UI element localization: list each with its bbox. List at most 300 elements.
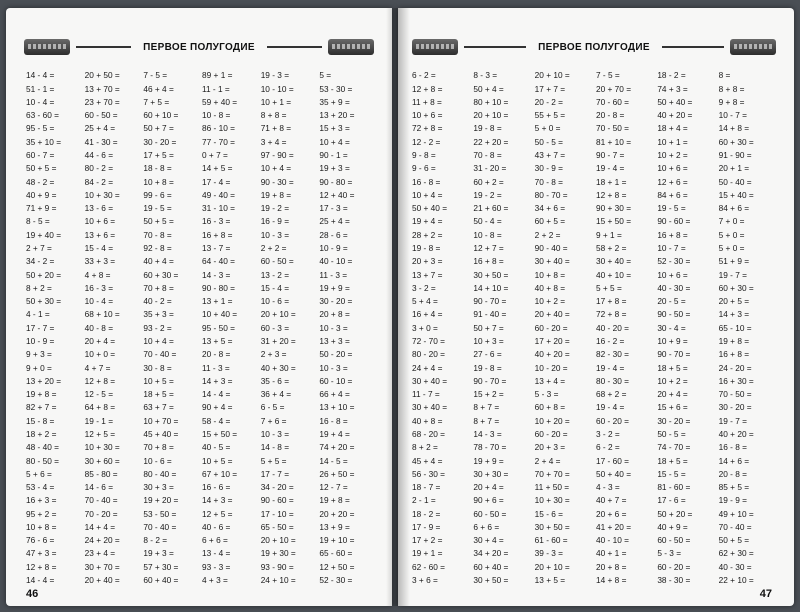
math-problem: 16 - 8 =: [412, 176, 441, 187]
math-problem: 40 + 10 =: [595, 269, 632, 280]
math-problem: 60 - 10 =: [319, 375, 353, 386]
math-problem: 15 + 6 =: [657, 402, 688, 413]
math-problem: 20 + 50 =: [84, 70, 120, 81]
math-problem: 90 + 4 =: [202, 402, 233, 413]
math-problem: 60 + 10 =: [143, 110, 179, 121]
exercise-column: [473, 70, 534, 586]
math-problem: 50 - 5 =: [534, 136, 564, 147]
math-problem: 5 + 0 =: [718, 243, 745, 253]
math-problem: 12 - 2 =: [412, 136, 441, 147]
math-problem: 30 + 60 =: [84, 455, 120, 466]
math-problem: 30 + 50 =: [473, 269, 509, 280]
math-problem: 50 + 7 =: [143, 123, 174, 134]
math-problem: 16 + 8 =: [657, 229, 688, 240]
right-page-header: [412, 36, 776, 58]
math-problem: 93 - 3 =: [202, 561, 231, 572]
math-problem: 20 - 8 =: [202, 349, 231, 360]
math-problem: 24 + 4 =: [412, 362, 443, 373]
math-problem: 0 + 7 =: [202, 150, 228, 161]
math-problem: 30 - 20 =: [319, 296, 353, 307]
math-problem: 19 + 3 =: [319, 163, 350, 174]
exercise-column: [719, 70, 780, 586]
math-problem: 20 + 6 =: [595, 508, 627, 519]
math-problem: 18 - 2 =: [412, 508, 441, 519]
math-problem: 40 - 30 =: [657, 282, 691, 293]
math-problem: 19 + 8 =: [319, 495, 350, 506]
math-problem: 30 + 4 =: [473, 535, 504, 546]
header-rule: [464, 46, 526, 48]
math-problem: 20 + 1 =: [718, 163, 750, 174]
math-problem: 47 + 3 =: [26, 548, 57, 559]
math-problem: 80 - 2 =: [84, 163, 114, 174]
math-problem: 14 + 10 =: [473, 282, 509, 293]
math-problem: 30 + 40 =: [595, 256, 632, 267]
math-problem: 8 + 8 =: [718, 83, 745, 94]
math-problem: 52 - 30 =: [657, 256, 691, 267]
math-problem: 10 - 3 =: [319, 322, 348, 333]
math-problem: 9 + 3 =: [26, 349, 52, 360]
math-problem: 40 - 8 =: [84, 322, 114, 333]
math-problem: 76 - 6 =: [26, 535, 55, 546]
math-problem: 12 + 5 =: [84, 428, 116, 439]
math-problem: 34 - 2 =: [26, 256, 55, 267]
math-problem: 20 + 20 =: [319, 508, 355, 519]
math-problem: 18 + 1 =: [595, 176, 627, 187]
math-problem: 16 - 9 =: [260, 216, 290, 227]
math-problem: 67 + 10 =: [202, 468, 238, 479]
math-problem: 19 + 20 =: [143, 495, 179, 506]
math-problem: 40 + 4 =: [143, 256, 174, 267]
math-problem: 9 - 8 =: [412, 150, 436, 161]
right-exercise-columns: [412, 70, 780, 586]
math-problem: 50 + 4 =: [473, 83, 504, 94]
book-logo-icon: [328, 39, 374, 55]
math-problem: 50 + 40 =: [412, 203, 448, 214]
math-problem: 20 + 5 =: [718, 296, 750, 307]
math-problem: 19 - 9 =: [718, 495, 748, 506]
math-problem: 72 + 8 =: [412, 123, 443, 134]
math-problem: 90 - 60 =: [260, 495, 294, 506]
math-problem: 14 + 3 =: [202, 495, 233, 506]
math-problem: 60 - 50 =: [260, 256, 294, 267]
math-problem: 10 + 30 =: [534, 495, 570, 506]
math-problem: 18 + 5 =: [657, 362, 688, 373]
math-problem: 31 - 10 =: [202, 203, 235, 214]
exercise-column: [143, 70, 202, 586]
math-problem: 10 - 20 =: [534, 362, 568, 373]
math-problem: 48 - 40 =: [26, 442, 59, 453]
math-problem: 14 + 5 =: [202, 163, 233, 174]
math-problem: 19 + 8 =: [260, 189, 292, 200]
math-problem: 90 - 50 =: [657, 309, 691, 320]
math-problem: 70 - 50 =: [718, 389, 752, 400]
math-problem: 20 - 5 =: [657, 296, 686, 307]
math-problem: 10 - 8 =: [473, 229, 502, 240]
math-problem: 16 - 8 =: [319, 415, 348, 426]
math-problem: 18 + 2 =: [26, 428, 57, 439]
math-problem: 19 + 9 =: [319, 282, 350, 293]
math-problem: 53 - 50 =: [143, 508, 177, 519]
math-problem: 19 - 4 =: [595, 163, 625, 174]
math-problem: 4 - 1 =: [26, 309, 50, 320]
math-problem: 90 - 7 =: [595, 150, 625, 161]
math-problem: 16 + 8 =: [473, 256, 504, 267]
math-problem: 3 - 2 =: [595, 428, 620, 439]
math-problem: 17 + 20 =: [534, 335, 570, 346]
math-problem: 30 + 3 =: [143, 482, 174, 493]
math-problem: 14 - 6 =: [84, 482, 114, 493]
math-problem: 60 + 8 =: [534, 402, 566, 413]
math-problem: 19 + 8 =: [26, 389, 57, 400]
math-problem: 2 + 3 =: [260, 349, 287, 360]
math-problem: 10 + 6 =: [657, 269, 688, 280]
math-problem: 3 + 0 =: [412, 322, 438, 333]
math-problem: 5 + 4 =: [412, 296, 438, 307]
math-problem: 50 - 20 =: [319, 349, 353, 360]
math-problem: 19 - 8 =: [412, 243, 441, 253]
math-problem: 19 - 1 =: [84, 415, 114, 426]
math-problem: 84 + 6 =: [718, 203, 750, 214]
math-problem: 40 - 10 =: [595, 535, 629, 546]
math-problem: 2 + 2 =: [260, 243, 287, 253]
math-problem: 20 + 10 =: [473, 110, 509, 121]
math-problem: 14 + 6 =: [718, 455, 750, 466]
math-problem: 80 - 20 =: [412, 349, 445, 360]
math-problem: 34 + 20 =: [473, 548, 509, 559]
math-problem: 7 - 5 =: [595, 70, 620, 81]
exercise-column: [202, 70, 261, 586]
math-problem: 78 - 70 =: [473, 442, 507, 453]
math-problem: 74 + 20 =: [319, 442, 355, 453]
math-problem: 20 + 8 =: [595, 561, 627, 572]
math-problem: 8 + 7 =: [473, 415, 500, 426]
math-problem: 10 + 1 =: [657, 136, 688, 147]
math-problem: 13 + 6 =: [84, 229, 116, 240]
math-problem: 5 - 3 =: [534, 389, 559, 400]
math-problem: 12 + 8 =: [84, 375, 116, 386]
math-problem: 20 + 40 =: [84, 575, 120, 586]
exercise-column: [319, 70, 378, 586]
math-problem: 17 - 3 =: [319, 203, 348, 214]
math-problem: 70 - 20 =: [84, 508, 118, 519]
math-problem: 15 + 3 =: [319, 123, 350, 134]
math-problem: 30 - 20 =: [718, 402, 752, 413]
math-problem: 89 + 1 =: [202, 70, 233, 81]
math-problem: 30 - 20 =: [657, 415, 691, 426]
math-problem: 90 - 30 =: [260, 176, 294, 187]
math-problem: 60 + 2 =: [473, 176, 504, 187]
math-problem: 74 - 70 =: [657, 442, 691, 453]
math-problem: 80 - 40 =: [143, 468, 177, 479]
math-problem: 49 + 10 =: [718, 508, 754, 519]
math-problem: 60 + 30 =: [718, 282, 754, 293]
math-problem: 17 + 8 =: [595, 296, 627, 307]
math-problem: 9 - 6 =: [412, 163, 436, 174]
math-problem: 40 - 5 =: [202, 442, 231, 453]
header-rule: [76, 46, 131, 48]
math-problem: 19 - 4 =: [595, 362, 625, 373]
math-problem: 13 + 9 =: [319, 521, 350, 532]
math-problem: 22 + 20 =: [473, 136, 509, 147]
math-problem: 10 - 3 =: [319, 362, 348, 373]
math-problem: 13 + 20 =: [26, 375, 62, 386]
math-problem: 3 + 4 =: [260, 136, 287, 147]
math-problem: 93 - 2 =: [143, 322, 172, 333]
math-problem: 18 - 8 =: [143, 163, 172, 174]
math-problem: 13 - 4 =: [202, 548, 231, 559]
math-problem: 30 + 40 =: [534, 256, 570, 267]
math-problem: 44 - 6 =: [84, 150, 114, 161]
math-problem: 41 - 30 =: [84, 136, 118, 147]
math-problem: 50 + 20 =: [657, 508, 693, 519]
math-problem: 10 + 5 =: [202, 455, 233, 466]
math-problem: 46 + 4 =: [143, 83, 174, 94]
math-problem: 5 - 3 =: [657, 548, 682, 559]
math-problem: 50 + 5 =: [718, 535, 750, 546]
math-problem: 40 + 7 =: [595, 495, 627, 506]
math-problem: 53 - 30 =: [319, 83, 353, 94]
math-problem: 7 + 6 =: [260, 415, 287, 426]
math-problem: 16 + 3 =: [26, 495, 57, 506]
math-problem: 40 + 9 =: [26, 189, 57, 200]
math-problem: 14 - 8 =: [260, 442, 290, 453]
math-problem: 39 - 3 =: [534, 548, 564, 559]
math-problem: 86 - 10 =: [202, 123, 235, 134]
math-problem: 62 + 30 =: [718, 548, 754, 559]
math-problem: 2 + 2 =: [534, 229, 561, 240]
math-problem: 70 - 60 =: [595, 96, 629, 107]
math-problem: 10 + 6 =: [657, 163, 688, 174]
math-problem: 17 - 10 =: [260, 508, 294, 519]
math-problem: 8 + 7 =: [473, 402, 500, 413]
math-problem: 18 + 4 =: [657, 123, 688, 134]
math-problem: 11 - 1 =: [202, 83, 230, 94]
math-problem: 6 - 2 =: [595, 442, 620, 453]
math-problem: 45 + 40 =: [143, 428, 179, 439]
math-problem: 60 - 50 =: [84, 110, 118, 121]
math-problem: 15 + 2 =: [473, 389, 504, 400]
math-problem: 90 - 80 =: [202, 282, 235, 293]
math-problem: 14 - 5 =: [319, 455, 348, 466]
math-problem: 19 - 5 =: [143, 203, 172, 214]
math-problem: 17 + 2 =: [412, 535, 443, 546]
math-problem: 28 - 6 =: [319, 229, 348, 240]
math-problem: 4 + 8 =: [84, 269, 111, 280]
exercise-column: [412, 70, 473, 586]
math-problem: 82 + 7 =: [26, 402, 57, 413]
math-problem: 10 - 7 =: [657, 243, 686, 253]
math-problem: 60 - 3 =: [260, 322, 290, 333]
math-problem: 14 + 3 =: [202, 375, 233, 386]
math-problem: 90 - 60 =: [657, 216, 691, 227]
book-gutter: [386, 8, 410, 606]
math-problem: 17 - 9 =: [412, 521, 441, 532]
math-problem: 19 - 3 =: [260, 70, 290, 81]
math-problem: 50 + 5 =: [26, 163, 57, 174]
math-problem: 10 + 30 =: [84, 442, 120, 453]
math-problem: 70 + 70 =: [534, 468, 570, 479]
math-problem: 60 - 50 =: [473, 508, 507, 519]
math-problem: 24 - 20 =: [718, 362, 752, 373]
math-problem: 60 - 20 =: [534, 322, 568, 333]
math-problem: 53 - 4 =: [26, 482, 55, 493]
math-problem: 10 - 7 =: [718, 110, 748, 121]
math-problem: 18 - 2 =: [657, 70, 686, 81]
math-problem: 80 - 50 =: [26, 455, 59, 466]
math-problem: 64 + 8 =: [84, 402, 116, 413]
math-problem: 30 + 30 =: [473, 468, 509, 479]
math-problem: 23 + 4 =: [84, 548, 116, 559]
math-problem: 19 - 7 =: [718, 415, 748, 426]
math-problem: 20 + 3 =: [412, 256, 443, 267]
math-problem: 12 + 40 =: [319, 189, 355, 200]
math-problem: 18 + 5 =: [657, 455, 688, 466]
math-problem: 12 - 5 =: [84, 389, 114, 400]
math-problem: 90 - 70 =: [473, 296, 507, 307]
math-problem: 19 + 30 =: [260, 548, 296, 559]
math-problem: 10 - 6 =: [260, 296, 290, 307]
math-problem: 40 + 8 =: [412, 415, 443, 426]
exercise-column: [26, 70, 85, 586]
math-problem: 92 - 8 =: [143, 243, 172, 253]
math-problem: 5 + 0 =: [718, 229, 745, 240]
math-problem: 50 + 20 =: [26, 269, 62, 280]
math-problem: 16 + 8 =: [718, 349, 750, 360]
math-problem: 59 + 40 =: [202, 96, 238, 107]
math-problem: 16 - 6 =: [202, 482, 231, 493]
math-problem: 60 - 50 =: [657, 535, 691, 546]
math-problem: 12 + 6 =: [657, 176, 688, 187]
math-problem: 40 + 30 =: [260, 362, 296, 373]
math-problem: 95 - 50 =: [202, 322, 235, 333]
math-problem: 61 - 60 =: [534, 535, 568, 546]
math-problem: 19 - 4 =: [595, 402, 625, 413]
book-logo-icon: [412, 39, 458, 55]
math-problem: 10 + 8 =: [26, 521, 57, 532]
math-problem: 10 + 0 =: [84, 349, 116, 360]
math-problem: 85 - 80 =: [84, 468, 118, 479]
math-problem: 40 - 2 =: [143, 296, 172, 307]
math-problem: 11 - 3 =: [319, 269, 348, 280]
math-problem: 12 + 50 =: [319, 561, 355, 572]
math-problem: 68 + 10 =: [84, 309, 120, 320]
math-problem: 19 + 8 =: [718, 335, 750, 346]
math-problem: 21 + 60 =: [473, 203, 509, 214]
math-problem: 38 - 30 =: [657, 575, 691, 586]
exercise-column: [535, 70, 596, 586]
math-problem: 13 + 5 =: [534, 575, 566, 586]
math-problem: 7 + 5 =: [143, 96, 170, 107]
math-problem: 57 + 30 =: [143, 561, 179, 572]
math-problem: 50 - 5 =: [657, 428, 686, 439]
math-problem: 17 - 7 =: [26, 322, 55, 333]
math-problem: 19 - 2 =: [260, 203, 290, 214]
math-problem: 50 + 30 =: [26, 296, 62, 307]
math-problem: 30 - 20 =: [143, 136, 177, 147]
math-problem: 40 + 8 =: [534, 282, 566, 293]
math-problem: 90 + 30 =: [595, 203, 632, 214]
math-problem: 60 - 20 =: [595, 415, 629, 426]
math-problem: 17 + 5 =: [143, 150, 174, 161]
math-problem: 25 + 4 =: [319, 216, 350, 227]
math-problem: 20 + 40 =: [534, 309, 570, 320]
book-spread: [6, 8, 794, 606]
math-problem: 10 + 2 =: [534, 296, 566, 307]
math-problem: 9 + 1 =: [595, 229, 622, 240]
math-problem: 13 + 70 =: [84, 83, 120, 94]
math-problem: 10 + 6 =: [84, 216, 116, 227]
math-problem: 91 - 40 =: [473, 309, 507, 320]
math-problem: 8 + 2 =: [26, 282, 52, 293]
math-problem: 19 - 8 =: [473, 362, 502, 373]
header-rule: [267, 46, 322, 48]
math-problem: 91 - 90 =: [718, 150, 752, 161]
math-problem: 52 - 30 =: [319, 575, 353, 586]
left-page-header: [24, 36, 374, 58]
math-problem: 20 - 8 =: [718, 468, 748, 479]
math-problem: 40 - 30 =: [718, 561, 752, 572]
math-problem: 71 + 8 =: [260, 123, 292, 134]
math-problem: 30 + 70 =: [84, 561, 120, 572]
math-problem: 95 + 2 =: [26, 508, 57, 519]
math-problem: 20 + 70 =: [595, 83, 632, 94]
math-problem: 13 + 1 =: [202, 296, 233, 307]
math-problem: 70 + 8 =: [143, 442, 174, 453]
math-problem: 40 + 20 =: [718, 428, 754, 439]
math-problem: 20 - 2 =: [534, 96, 564, 107]
math-problem: 10 + 40 =: [202, 309, 238, 320]
math-problem: 2 - 1 =: [412, 495, 436, 506]
math-problem: 10 - 10 =: [260, 83, 294, 94]
page-title: ПЕРВОЕ ПОЛУГОДИЕ: [538, 41, 650, 53]
math-problem: 12 + 5 =: [202, 508, 233, 519]
math-problem: 84 + 6 =: [657, 189, 688, 200]
math-problem: 19 - 2 =: [473, 189, 502, 200]
math-problem: 70 - 8 =: [473, 150, 502, 161]
math-problem: 10 + 6 =: [412, 110, 443, 121]
math-problem: 30 - 9 =: [534, 163, 564, 174]
math-problem: 10 + 4 =: [260, 163, 292, 174]
math-problem: 19 + 40 =: [26, 229, 62, 240]
math-problem: 20 + 8 =: [319, 309, 350, 320]
math-problem: 11 + 50 =: [534, 482, 570, 493]
math-problem: 14 + 4 =: [84, 521, 116, 532]
math-problem: 8 + 8 =: [260, 110, 287, 121]
math-problem: 16 - 2 =: [595, 335, 625, 346]
math-problem: 30 + 50 =: [534, 521, 570, 532]
math-problem: 13 + 4 =: [534, 375, 566, 386]
math-problem: 40 - 20 =: [595, 322, 629, 333]
math-problem: 19 - 7 =: [718, 269, 748, 280]
math-problem: 35 + 9 =: [319, 96, 350, 107]
math-problem: 5 + 6 =: [26, 468, 52, 479]
math-problem: 10 + 3 =: [473, 335, 504, 346]
math-problem: 17 - 7 =: [260, 468, 290, 479]
math-problem: 13 + 7 =: [412, 269, 443, 280]
math-problem: 15 + 40 =: [718, 189, 754, 200]
math-problem: 90 - 70 =: [657, 349, 691, 360]
math-problem: 31 + 20 =: [260, 335, 296, 346]
left-exercise-columns: [26, 70, 378, 586]
math-problem: 14 - 4 =: [202, 389, 231, 400]
math-problem: 65 - 50 =: [260, 521, 294, 532]
math-problem: 10 + 2 =: [657, 375, 688, 386]
math-problem: 70 - 40 =: [143, 349, 177, 360]
math-problem: 30 - 8 =: [143, 362, 172, 373]
math-problem: 10 + 4 =: [412, 189, 443, 200]
math-problem: 80 - 70 =: [534, 189, 568, 200]
math-problem: 10 - 3 =: [260, 229, 290, 240]
